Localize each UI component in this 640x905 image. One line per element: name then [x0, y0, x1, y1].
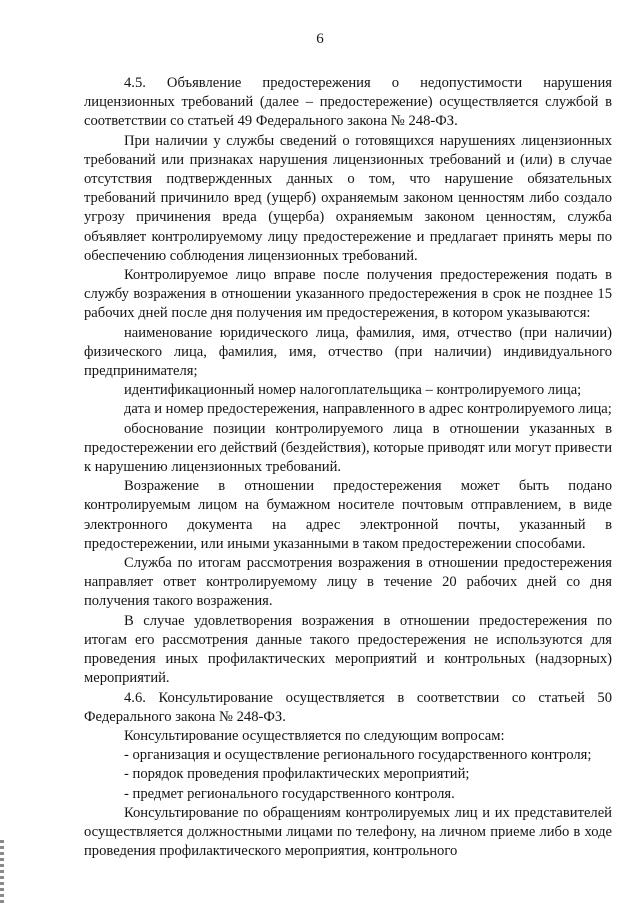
list-item: наименование юридического лица, фамилия, имя, отчество (при наличии) физического лица, фамилия, имя, отчество (при наличии) индивидуального предпринимателя;: [84, 324, 612, 380]
list-item: обоснование позиции контролируемого лица в отношении указанных в предостережении его действий (бездействия), которые приводят или могут привести к нарушению лицензионных требований.: [84, 420, 612, 476]
paragraph: Возражение в отношении предостережения может быть подано контролируемым лицом на бумажном носителе почтовым отправлением, в виде электронного документа на адрес электронной почты, указанный в предостережении, или иными указанными в таком предостережении способами.: [84, 478, 612, 552]
paragraph: Консультирование по обращениям контролируемых лиц и их представителей осуществляется должностными лицами по телефону, на личном приеме либо в ходе проведения профилактического мероприятия, контрольного: [84, 804, 612, 860]
document-body: [84, 74, 612, 861]
paragraph: Служба по итогам рассмотрения возражения в отношении предостережения направляет ответ контролируемому лицу в течение 20 рабочих дней со дня получения такого возражения.: [84, 555, 612, 610]
list-item: дата и номер предостережения, направленного в адрес контролируемого лица;: [124, 401, 612, 418]
paragraph: При наличии у службы сведений о готовящихся нарушениях лицензионных требований или признаках нарушения лицензионных требований и (или) в случае отсутствия подтвержденных данных о том, что нарушение обязательных требований причинило вред (ущерб) охраняемым законом ценностям либо создало угрозу причинения вреда (ущерба) охраняемым законом ценностям, служба объявляет контролируемому лицу предостережение и предлагает принять меры по обеспечению соблюдения лицензионных требований.: [84, 132, 612, 264]
paragraph-4-6: 4.6. Консультирование осуществляется в соответствии со статьей 50 Федерального закона № 248-ФЗ.: [84, 689, 612, 725]
list-item: - порядок проведения профилактических мероприятий;: [124, 766, 470, 783]
paragraph: Консультирование осуществляется по следующим вопросам:: [124, 727, 505, 744]
paragraph: Контролируемое лицо вправе после получения предостережения подать в службу возражения в отношении указанного предостережения в срок не позднее 15 рабочих дней после дня получения им предостережения, в котором указываются:: [84, 267, 612, 322]
paragraph: В случае удовлетворения возражения в отношении предостережения по итогам его рассмотрения данные такого предостережения не используются для проведения иных профилактических мероприятий и контрольных (надзорных) мероприятий.: [84, 612, 612, 687]
page-number: 6: [316, 31, 324, 47]
list-item: - организация и осуществление регионального государственного контроля;: [124, 747, 592, 764]
paragraph-4-5: 4.5. Объявление предостережения о недопустимости нарушения лицензионных требований (далее – предостережение) осуществляется службой в соответствии со статьей 49 Федерального закона № 248-ФЗ.: [84, 75, 612, 130]
scan-edge-mark: [0, 840, 4, 905]
list-item: идентификационный номер налогоплательщика – контролируемого лица;: [124, 382, 582, 399]
list-item: - предмет регионального государственного контроля.: [124, 785, 455, 802]
